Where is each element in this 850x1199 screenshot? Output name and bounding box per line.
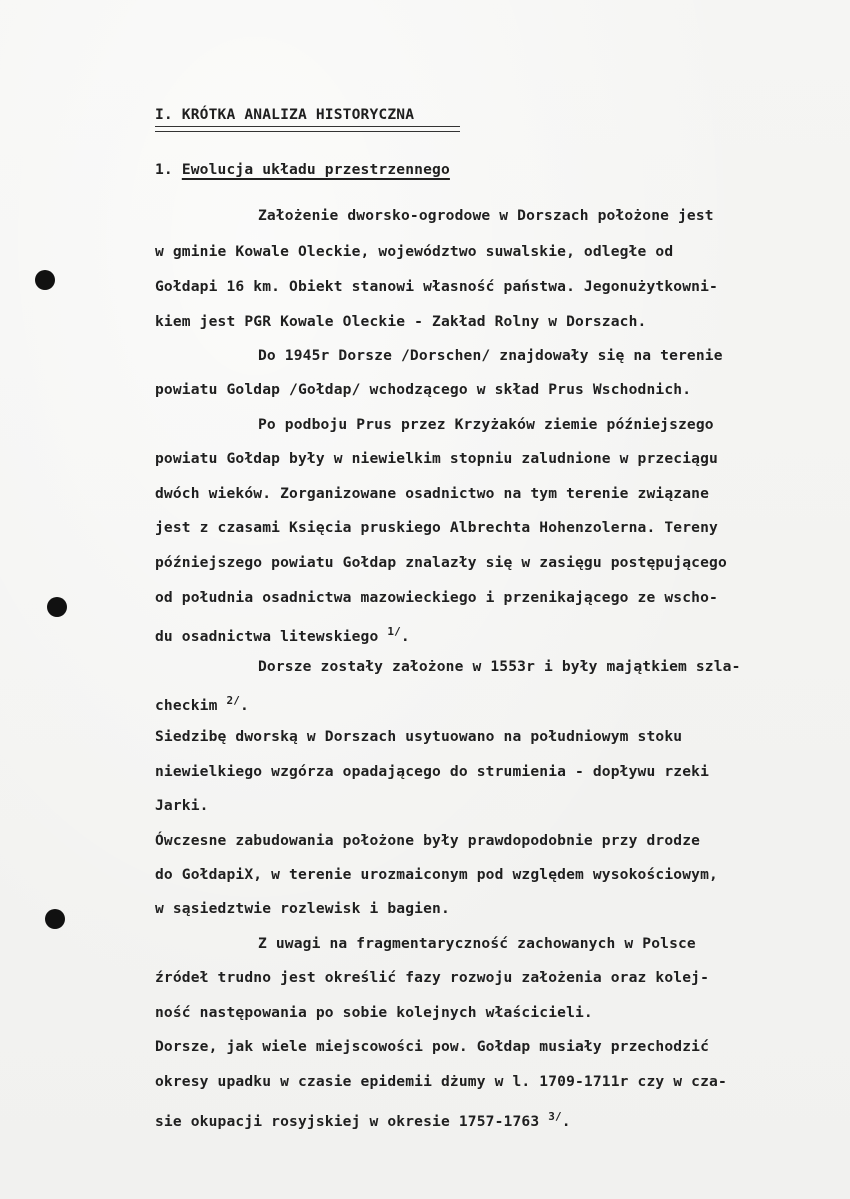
punch-hole <box>45 909 65 929</box>
text-line: Gołdapi 16 km. Obiekt stanowi własność państwa. Jegonużytkowni- <box>155 278 718 295</box>
text-line: Założenie dworsko-ogrodowe w Dorszach położone jest <box>258 207 714 224</box>
punch-hole <box>35 270 55 290</box>
text-line: ność następowania po sobie kolejnych właścicieli. <box>155 1004 593 1021</box>
text-line: dwóch wieków. Zorganizowane osadnictwo na tym terenie związane <box>155 485 710 502</box>
text-line <box>155 692 249 715</box>
footnote-ref: 1/ <box>387 625 401 638</box>
text-line: do GołdapiX, w terenie urozmaiconym pod względem wysokościowym, <box>155 866 718 883</box>
text-line: powiatu Goldap /Gołdap/ wchodzącego w skład Prus Wschodnich. <box>155 381 692 398</box>
subsection-title: Ewolucja układu przestrzennego <box>181 161 450 178</box>
text-line: Dorsze zostały założone w 1553r i były majątkiem szla- <box>258 658 741 675</box>
footnote-trailer: . <box>400 628 410 645</box>
text-line: Z uwagi na fragmentaryczność zachowanych w Polsce <box>258 935 696 952</box>
text-line: w gminie Kowale Oleckie, województwo suwalskie, odległe od <box>155 243 674 260</box>
text-line: jest z czasami Księcia pruskiego Albrechta Hohenzolerna. Tereny <box>155 519 718 536</box>
text-line: od południa osadnictwa mazowieckiego i przenikającego ze wscho- <box>155 589 718 606</box>
text-line: niewielkiego wzgórza opadającego do strumienia - dopływu rzeki <box>155 763 710 780</box>
footnote-ref: 3/ <box>548 1110 562 1123</box>
punch-hole <box>47 597 67 617</box>
text-line-content: du osadnictwa litewskiego <box>155 628 388 645</box>
text-line: późniejszego powiatu Gołdap znalazły się w zasięgu postępującego <box>155 554 727 571</box>
subsection-number: 1. <box>155 161 182 178</box>
text-line: Siedzibę dworską w Dorszach usytuowano na południowym stoku <box>155 728 683 745</box>
subsection-heading <box>155 161 450 179</box>
section-title-underline <box>155 126 460 132</box>
text-line <box>155 623 410 646</box>
text-line: Jarki. <box>155 797 209 814</box>
text-line-content: checkim <box>155 697 227 714</box>
text-line: źródeł trudno jest określić fazy rozwoju założenia oraz kolej- <box>155 969 710 986</box>
text-line: powiatu Gołdap były w niewielkim stopniu zaludnione w przeciągu <box>155 450 718 467</box>
text-line-content: sie okupacji rosyjskiej w okresie 1757-1763 <box>155 1113 549 1130</box>
text-line: w sąsiedztwie rozlewisk i bagien. <box>155 900 450 917</box>
text-line: okresy upadku w czasie epidemii dżumy w l. 1709-1711r czy w cza- <box>155 1073 727 1090</box>
text-line: kiem jest PGR Kowale Oleckie - Zakład Rolny w Dorszach. <box>155 313 647 330</box>
text-line: Do 1945r Dorsze /Dorschen/ znajdowały się na terenie <box>258 347 723 364</box>
footnote-trailer: . <box>561 1113 571 1130</box>
text-line: Po podboju Prus przez Krzyżaków ziemie późniejszego <box>258 416 714 433</box>
footnote-trailer: . <box>240 697 249 714</box>
section-title: I. KRÓTKA ANALIZA HISTORYCZNA <box>155 106 415 123</box>
text-line: Dorsze, jak wiele miejscowości pow. Gołdap musiały przechodzić <box>155 1038 710 1055</box>
text-line <box>155 1108 571 1131</box>
text-line: Ówczesne zabudowania położone były prawdopodobnie przy drodze <box>155 832 701 849</box>
footnote-ref: 2/ <box>226 694 241 707</box>
